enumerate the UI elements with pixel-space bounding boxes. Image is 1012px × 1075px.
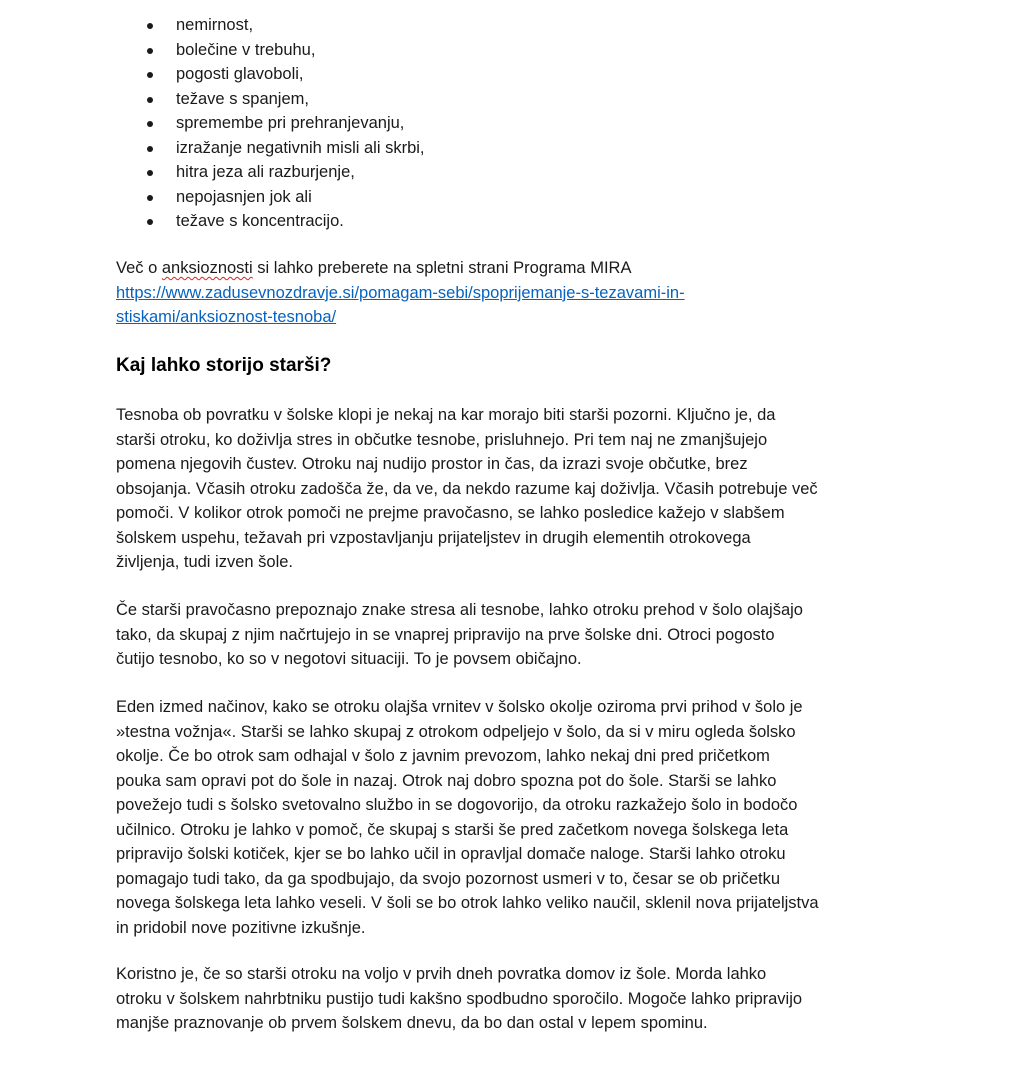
spellcheck-word[interactable]: anksioznosti: [161, 259, 253, 277]
list-item: težave s koncentracijo.: [116, 209, 425, 234]
bullet-icon: [147, 97, 153, 103]
symptom-list: [116, 13, 425, 234]
list-item: težave s spanjem,: [116, 87, 425, 112]
bullet-icon: [147, 219, 153, 225]
list-item: spremembe pri prehranjevanju,: [116, 111, 425, 136]
paragraph-3: Eden izmed načinov, kako se otroku olajša vrnitev v šolsko okolje oziroma prvi prihod v šolo je »testna vožnja«. Starši se lahko skupaj z otrokom odpeljejo v šolo, da si v miru ogleda šolsko okolje. Če bo otrok sam odhajal v šolo z javnim prevozom, lahko nekaj dni pred pričetkom pouka sam opravi pot do šole in nazaj. Otrok naj dobro spozna pot do šole. Starši se lahko povežejo tudi s šolsko svetovalno službo in se dogovorijo, da otroku razkažejo šolo in bodočo učilnico. Otroku je lahko v pomoč, če skupaj s starši še pred začetkom novega šolskega leta pripravijo šolski kotiček, kjer se bo lahko učil in opravljal domače naloge. Starši lahko otroku pomagajo tudi tako, da ga spodbujajo, da svojo pozornost usmeri v to, česar se ob pričetku novega šolskega leta lahko veseli. V šoli se bo otrok lahko veliko naučil, sklenil nova prijateljstva in pridobil nove pozitivne izkušnje.: [116, 698, 819, 937]
list-item: hitra jeza ali razburjenje,: [116, 160, 425, 185]
bullet-icon: [147, 48, 153, 54]
bullet-icon: [147, 195, 153, 201]
list-item: pogosti glavoboli,: [116, 62, 425, 87]
list-item: bolečine v trebuhu,: [116, 38, 425, 63]
bullet-icon: [147, 23, 153, 29]
list-item: izražanje negativnih misli ali skrbi,: [116, 136, 425, 161]
paragraph-2: Če starši pravočasno prepoznajo znake stresa ali tesnobe, lahko otroku prehod v šolo olajšajo tako, da skupaj z njim načrtujejo in se vnaprej pripravijo na prve šolske dni. Otroci pogosto čutijo tesnobo, ko so v negotovi situaciji. To je povsem običajno.: [116, 601, 803, 668]
bullet-icon: [147, 146, 153, 152]
bullet-icon: [147, 121, 153, 127]
mira-link[interactable]: https://www.zadusevnozdravje.si/pomagam-sebi/spoprijemanje-s-tezavami-in- stiskami/anksioznost-tesnoba/: [116, 283, 685, 326]
list-item: nemirnost,: [116, 13, 425, 38]
section-heading: Kaj lahko storijo starši?: [116, 355, 332, 376]
paragraph-1: Tesnoba ob povratku v šolske klopi je nekaj na kar morajo biti starši pozorni. Ključno je, da starši otroku, ko doživlja stres in občutke tesnobe, prisluhnejo. Pri tem naj ne zmanjšujejo pomena njegovih čustev. Otroku naj nudijo prostor in čas, da izrazi svoje občutke, brez obsojanja. Včasih otroku zadošča že, da ve, da nekdo razume kaj doživlja. Včasih potrebuje več pomoči. V kolikor otrok pomoči ne prejme pravočasno, se lahko posledice kažejo v slabšem šolskem uspehu, težavah pri vzpostavljanju prijateljstev in drugih elementih otrokovega življenja, tudi izven šole.: [116, 406, 818, 571]
more-info-paragraph: Več o anksioznosti si lahko preberete na spletni strani Programa MIRA https://www.zadusevnozdravje.si/pomagam-sebi/spoprijemanje-s-tezavami-in- stiskami/anksioznost-tesnoba/: [116, 259, 685, 326]
bullet-icon: [147, 72, 153, 78]
bullet-icon: [147, 170, 153, 176]
list-item: nepojasnjen jok ali: [116, 185, 425, 210]
paragraph-4: Koristno je, če so starši otroku na voljo v prvih dneh povratka domov iz šole. Morda lahko otroku v šolskem nahrbtniku pustijo tudi kakšno spodbudno sporočilo. Mogoče lahko pripravijo manjše praznovanje ob prvem šolskem dnevu, da bo dan ostal v lepem spominu.: [116, 965, 803, 1032]
